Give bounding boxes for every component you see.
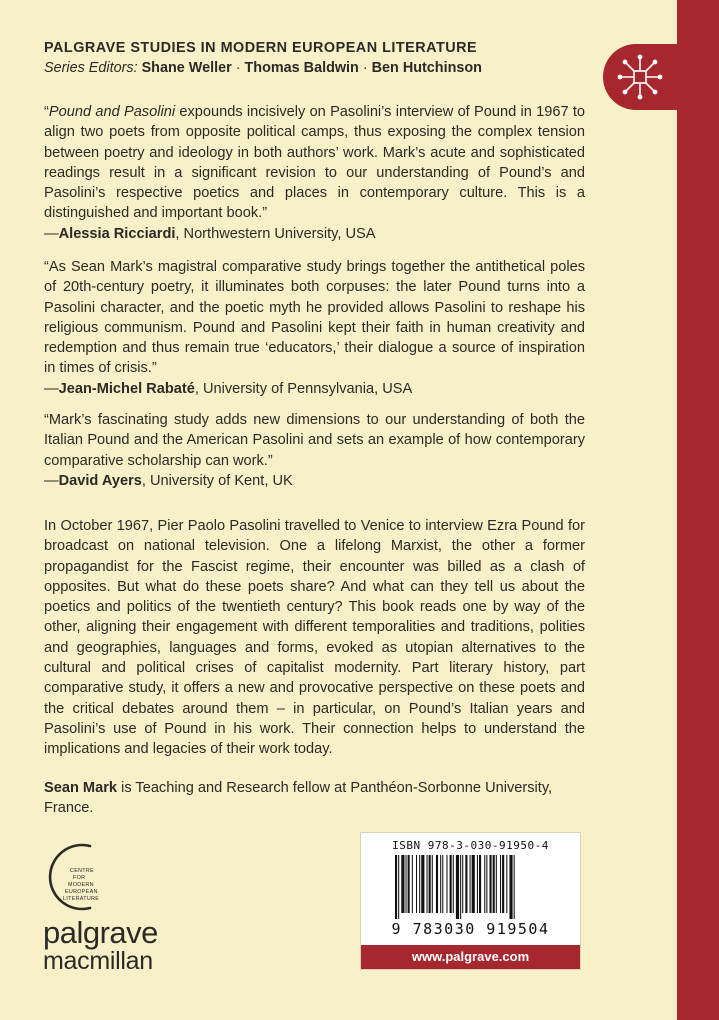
spine-color-strip xyxy=(677,0,719,1020)
logo-text: FOR xyxy=(73,875,86,881)
barcode-bar xyxy=(460,855,461,919)
series-editor-name: Ben Hutchinson xyxy=(371,60,482,76)
palgrave-emblem-icon xyxy=(617,54,663,100)
barcode-bar xyxy=(465,855,467,913)
logo-text: EUROPEAN xyxy=(65,889,98,895)
publisher-url: www.palgrave.com xyxy=(361,945,580,969)
barcode-bar xyxy=(502,855,504,913)
isbn-barcode xyxy=(360,832,581,970)
barcode-bar xyxy=(456,855,459,919)
barcode-bar xyxy=(514,855,515,919)
barcode-bar xyxy=(453,855,454,913)
barcode-bar xyxy=(429,855,431,913)
endorsement-quote: “Mark’s fascinating study adds new dimensions to our understanding of both the Italian Pound and the American Pasolini and sets an example of how contemporary comparative scholarship can work.” xyxy=(44,412,585,469)
publisher-name-line2: macmillan xyxy=(43,947,153,975)
barcode-bar xyxy=(509,855,512,919)
barcode-bar xyxy=(450,855,452,913)
series-editors: Series Editors: Shane Weller · Thomas Baldwin · Ben Hutchinson xyxy=(44,60,482,76)
endorsement-quote: “As Sean Mark’s magistral comparative study brings together the antithetical poles of 20th-century poetry, it illuminates both corpuses: the later Pound turns into a Pasolini character, and the poetic myth he provided allows Pasolini to reshape his religious communism. Pound and Pasolini kept their faith in human creativity and redemption and thus remain true ‘educators,’ their dialogue a source of inspiration in times of crisis.” xyxy=(44,259,585,377)
barcode-bar xyxy=(412,855,413,913)
author-bio: Sean Mark is Teaching and Research fellow at Panthéon-Sorbonne University, France. xyxy=(44,780,553,817)
barcode-bar xyxy=(416,855,417,913)
barcode-bar xyxy=(493,855,495,913)
barcode-bar xyxy=(490,855,492,913)
logo-text: CENTRE xyxy=(70,868,94,874)
barcode-bar xyxy=(398,855,399,919)
barcode-digits: 9 783030 919504 xyxy=(391,920,550,938)
book-description: In October 1967, Pier Paolo Pasolini travelled to Venice to interview Ezra Pound for broadcast on national television. One a lifelong Marxist, the other a former propagandist for the Fascist regime, their encounter was billed as a clash of opposites. But what do these poets share? And what can they tell us about the poetics and politics of the twentieth century? This book reads one by way of the other, aligning their engagement with different temporalities and traditions, polities and geographies, languages and forms, evoked as utopian alternatives to the cultural and political crises of capitalist modernity. Part literary history, part comparative study, it offers a new and provocative perspective on these poets and the critical debates around them – in particular, on Pound’s Italian years and Pasolini’s use of Pound in his work. Their connection helps to understand the implications and legacies of their work today. xyxy=(44,518,585,758)
barcode-bar xyxy=(477,855,478,913)
series-editor-name: Shane Weller xyxy=(141,60,232,76)
endorser-affiliation: , University of Pennsylvania, USA xyxy=(194,380,413,397)
endorsement xyxy=(44,410,585,491)
barcode-bar xyxy=(436,855,438,913)
book-title-italic: Pound and Pasolini xyxy=(48,104,176,120)
endorser-affiliation: , University of Kent, UK xyxy=(141,472,293,489)
logo-text: MODERN xyxy=(68,882,94,888)
barcode-bar xyxy=(408,855,410,913)
endorser-name: Jean-Michel Rabaté xyxy=(58,380,195,397)
barcode-bar xyxy=(470,855,471,913)
barcode-bar xyxy=(427,855,428,913)
endorser-name: Alessia Ricciardi xyxy=(58,225,176,242)
endorsement-attribution: —Jean-Michel Rabaté, University of Pennsylvania, USA xyxy=(44,380,413,397)
centre-modern-european-literature-logo xyxy=(40,838,116,914)
barcode-bar xyxy=(484,855,485,913)
barcode-bar xyxy=(401,855,404,913)
author-name: Sean Mark xyxy=(44,780,118,796)
series-header xyxy=(44,38,604,79)
barcode-bar xyxy=(506,855,507,913)
barcode-bar xyxy=(432,855,433,913)
logo-text: LITERATURE xyxy=(63,896,100,902)
barcode-bar xyxy=(496,855,497,913)
palgrave-logo-badge xyxy=(603,44,677,110)
barcode-bar xyxy=(395,855,397,919)
endorsement-attribution: —David Ayers, University of Kent, UK xyxy=(44,472,293,489)
barcode-bar xyxy=(462,855,463,913)
barcode-bar xyxy=(440,855,441,913)
publisher-logo xyxy=(43,915,158,975)
endorsement-attribution: —Alessia Ricciardi, Northwestern University, USA xyxy=(44,225,376,242)
barcode-bar xyxy=(500,855,501,913)
barcode-bar xyxy=(446,855,447,913)
publisher-name-line1: palgrave xyxy=(43,915,158,950)
barcode-bar xyxy=(421,855,424,913)
barcode-bar xyxy=(442,855,443,913)
endorsement-quote: “Pound and Pasolini expounds incisively on Pasolini’s interview of Pound in 1967 to align two poets from opposite political camps, thus exposing the complex tension between poetry and ideology in both authors’ work. Mark’s acute and sophisticated readings result in a significant revision to our understanding of Pound’s and Pasolini’s respective poetics and places in contemporary culture. This is a distinguished and important book.” xyxy=(44,104,586,222)
barcode-bar xyxy=(472,855,475,913)
series-title: PALGRAVE STUDIES IN MODERN EUROPEAN LITERATURE xyxy=(44,40,478,56)
endorsement xyxy=(44,102,585,244)
barcode-bar xyxy=(486,855,487,913)
endorser-name: David Ayers xyxy=(58,472,142,489)
series-editors-label: Series Editors: xyxy=(44,60,138,76)
series-editor-name: Thomas Baldwin xyxy=(244,60,359,76)
barcode-bar xyxy=(479,855,481,913)
barcode-bar xyxy=(406,855,407,913)
barcode-bar xyxy=(419,855,420,913)
isbn-label: ISBN 978-3-030-91950-4 xyxy=(392,839,549,852)
endorsement xyxy=(44,257,585,399)
endorser-affiliation: , Northwestern University, USA xyxy=(175,225,376,242)
barcode-bars-icon xyxy=(395,855,547,919)
